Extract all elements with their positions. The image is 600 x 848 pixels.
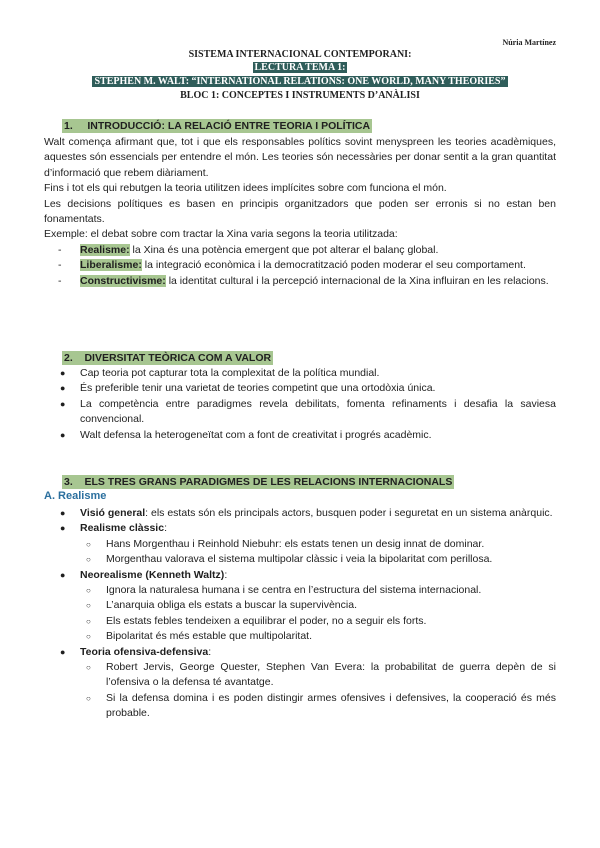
item-text: És preferible tenir una varietat de teories competint que una ortodòxia única.	[80, 382, 436, 395]
diversity-bullets	[58, 366, 556, 443]
author-name: Núria Martínez	[502, 38, 556, 47]
item-text: la identitat cultural i la percepció internacional de la Xina influiran en les relacions.	[165, 274, 549, 287]
section-number: 1.	[64, 120, 73, 132]
sub-text: Els estats febles tendeixen a equilibrar el poder, no a seguir els forts.	[106, 614, 427, 627]
source-text: STEPHEN M. WALT: “INTERNATIONAL RELATIONS: ONE WORLD, MANY THEORIES”	[94, 76, 506, 87]
sub-text: L’anarquia obliga els estats a buscar la supervivència.	[106, 599, 357, 612]
item-text: : els estats són els principals actors, busquen poder i seguretat en un sistema anàrquic.	[145, 507, 553, 519]
paragraph: Les decisions polítiques es basen en principis organitzadors que poden ser erronis si no estan ben fonamentats.	[44, 197, 556, 226]
item-text: la integració econòmica i la democratització poden moderar el seu comportament.	[141, 259, 526, 272]
list-item: ● Neorealisme (Kenneth Waltz):	[60, 568, 228, 581]
source-title	[44, 75, 556, 88]
paragraph: Walt comença afirmant que, tot i que els responsables polítics sovint menyspreen les teories acadèmiques, aquestes són essencials per entendre el món. Les teories són necessàries per donar sentit a la gran quantitat d’informació que rebem diàriament.	[44, 136, 556, 179]
item-text: La competència entre paradigmes revela debilitats, fomenta refinaments i desafia la saviesa convencional.	[80, 397, 556, 426]
sub-item: ○ L’anarquia obliga els estats a buscar la supervivència.	[86, 599, 357, 612]
bloc-text: BLOC 1: CONCEPTES I INSTRUMENTS D’ANÀLISI	[180, 90, 420, 101]
document-title	[44, 48, 556, 61]
term-constructivisme: Constructivisme:	[80, 274, 166, 287]
item-text: la Xina és una potència emergent que pot alterar el balanç global.	[129, 244, 439, 256]
paragraph: Exemple: el debat sobre com tractar la Xina varia segons la teoria utilitzada:	[44, 228, 398, 241]
section-heading-3	[62, 475, 454, 489]
sub-text: Bipolaritat és més estable que multipolaritat.	[106, 630, 313, 643]
item-term: Neorealisme (Kenneth Waltz)	[80, 568, 225, 581]
term-realisme: Realisme:	[80, 244, 130, 256]
theory-list	[58, 243, 556, 289]
item-text: Cap teoria pot capturar tota la complexitat de la política mundial.	[80, 367, 380, 379]
sub-item: ○ Robert Jervis, George Quester, Stephen Van Evera: la probabilitat de guerra depèn de si l’ofensiva o la defensa té avantatge.	[86, 661, 556, 689]
section-number: 3.	[64, 476, 73, 488]
intro-paragraphs	[44, 135, 556, 243]
list-item: - Realisme: la Xina és una potència emergent que pot alterar el balanç global.	[58, 244, 439, 256]
sub-text: Morgenthau valorava el sistema multipolar clàssic i veia la bipolaritat com perillosa.	[106, 553, 493, 566]
sub-item: ○ Hans Morgenthau i Reinhold Niebuhr: els estats tenen un desig innat de dominar.	[86, 537, 485, 550]
list-item: ● Cap teoria pot capturar tota la complexitat de la política mundial.	[60, 367, 380, 379]
item-text: :	[224, 568, 228, 581]
sub-text: Ignora la naturalesa humana i se centra en l’estructura del sistema internacional.	[106, 584, 482, 597]
section-title: DIVERSITAT TEÒRICA COM A VALOR	[84, 352, 272, 364]
list-item: ● Visió general: els estats són els principals actors, busquen poder i seguretat en un sistema anàrquic.	[60, 507, 553, 519]
paragraph: Fins i tot els qui rebutgen la teoria utilitzen idees implícites sobre com funciona el món.	[44, 182, 447, 195]
list-item: ● Realisme clàssic:	[60, 522, 167, 535]
item-text: :	[208, 645, 212, 658]
list-item: - Constructivisme: la identitat cultural i la percepció internacional de la Xina influiran en les relacions.	[58, 274, 549, 287]
section-title: ELS TRES GRANS PARADIGMES DE LES RELACIONS INTERNACIONALS	[84, 476, 453, 488]
list-item: ● És preferible tenir una varietat de teories competint que una ortodòxia única.	[60, 382, 436, 395]
item-term: Visió general	[80, 507, 146, 519]
sub-item: ○ Ignora la naturalesa humana i se centra en l’estructura del sistema internacional.	[86, 584, 482, 597]
subsection-title: A. Realisme	[44, 490, 107, 502]
section-heading-1	[62, 119, 372, 133]
item-term: Teoria ofensiva-defensiva	[80, 645, 209, 658]
sub-item: ○ Morgenthau valorava el sistema multipolar clàssic i veia la bipolaritat com perillosa.	[86, 553, 493, 566]
sub-text: Hans Morgenthau i Reinhold Niebuhr: els estats tenen un desig innat de dominar.	[106, 537, 485, 550]
reading-text: LECTURA TEMA 1:	[254, 62, 346, 73]
item-text: :	[164, 522, 167, 535]
sub-text: Robert Jervis, George Quester, Stephen Van Evera: la probabilitat de guerra depèn de si l’ofensiva o la defensa té avantatge.	[106, 661, 556, 689]
section-number: 2.	[64, 352, 73, 364]
title-text: SISTEMA INTERNACIONAL CONTEMPORANI:	[188, 49, 412, 60]
sub-item: ○ Bipolaritat és més estable que multipolaritat.	[86, 630, 313, 643]
section-heading-2	[62, 351, 273, 365]
term-liberalisme: Liberalisme:	[80, 259, 142, 272]
list-item: - Liberalisme: la integració econòmica i la democratització poden moderar el seu comportament.	[58, 259, 526, 272]
realism-bullets	[58, 506, 556, 722]
list-item: ● Walt defensa la heterogeneïtat com a font de creativitat i progrés acadèmic.	[60, 428, 432, 441]
bloc-label	[44, 89, 556, 102]
reading-label	[44, 61, 556, 74]
sub-item: ○ Si la defensa domina i es poden distingir armes ofensives i defensives, la cooperació és més probable.	[86, 691, 556, 720]
section-title: INTRODUCCIÓ: LA RELACIÓ ENTRE TEORIA I POLÍTICA	[87, 120, 371, 132]
item-text: Walt defensa la heterogeneïtat com a font de creativitat i progrés acadèmic.	[80, 428, 432, 441]
item-term: Realisme clàssic	[80, 522, 165, 535]
sub-item: ○ Els estats febles tendeixen a equilibrar el poder, no a seguir els forts.	[86, 614, 427, 627]
sub-text: Si la defensa domina i es poden distingir armes ofensives i defensives, la cooperació és més probable.	[106, 691, 556, 720]
list-item: ● La competència entre paradigmes revela debilitats, fomenta refinaments i desafia la saviesa convencional.	[60, 397, 556, 426]
list-item: ● Teoria ofensiva-defensiva:	[60, 645, 212, 658]
